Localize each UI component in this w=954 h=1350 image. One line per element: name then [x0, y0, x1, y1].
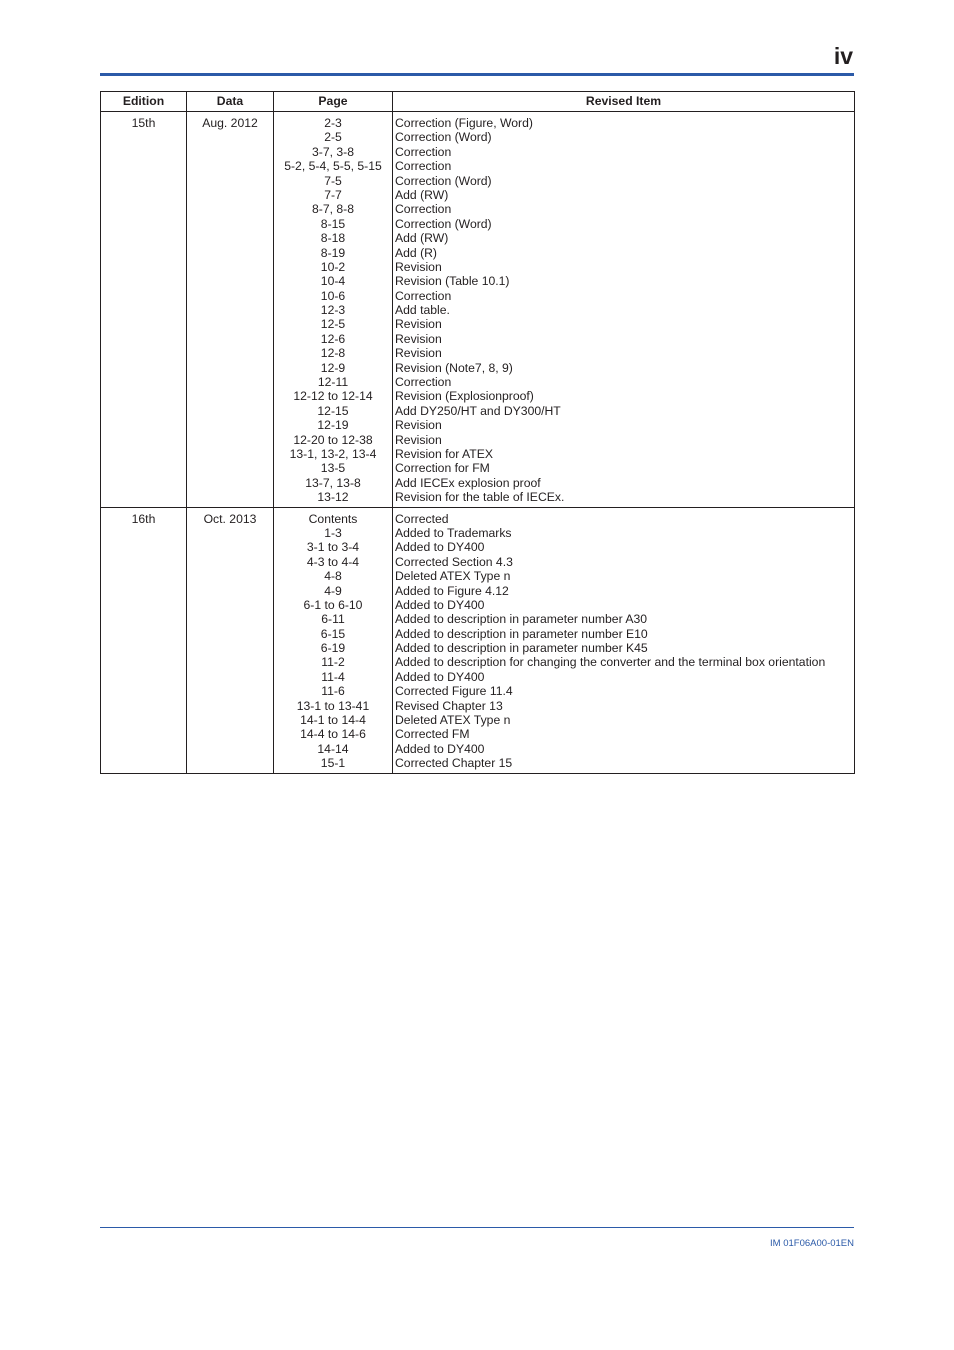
revised-item: Corrected FM: [395, 727, 470, 742]
page-ref: 4-3 to 4-4: [306, 554, 360, 569]
page-ref: 13-7, 13-8: [305, 475, 361, 490]
header-edition: Edition: [101, 92, 187, 112]
revised-item: Corrected Figure 11.4: [395, 684, 513, 699]
revised-item: Correction: [395, 202, 452, 217]
revised-item: Revision for the table of IECEx.: [395, 490, 565, 505]
page-ref: 10-2: [320, 259, 346, 274]
page-ref: 8-15: [320, 216, 346, 231]
revised-item: Revised Chapter 13: [395, 698, 503, 713]
table-row: [101, 507, 855, 773]
page-ref: 4-8: [324, 569, 342, 584]
revised-item: Revision: [395, 331, 442, 346]
page-ref: 4-9: [324, 583, 342, 598]
page-ref: 10-6: [320, 288, 346, 303]
footer-rule: [100, 1227, 854, 1228]
revised-item: Correction (Word): [395, 130, 492, 145]
page-ref: 13-1 to 13-41: [296, 698, 370, 713]
revised-item: Deleted ATEX Type n: [395, 569, 511, 584]
revised-item: Added to DY400: [395, 540, 485, 555]
header-revised-item: Revised Item: [393, 92, 855, 112]
revised-item: Revision: [395, 259, 442, 274]
page-number: iv: [833, 43, 853, 69]
revised-item: Correction: [395, 144, 452, 159]
revised-item: Correction: [395, 375, 452, 390]
revised-item: Correction for FM: [395, 461, 490, 476]
revised-item: Added to description for changing the converter and the terminal box orientation: [395, 655, 826, 670]
revised-item: Correction: [395, 288, 452, 303]
revised-item: Added to DY400: [395, 597, 485, 612]
revised-item: Deleted ATEX Type n: [395, 713, 511, 728]
revised-item: Add (RW): [395, 187, 449, 202]
page-ref: 12-15: [317, 403, 349, 418]
page-ref: 3-7, 3-8: [311, 144, 354, 159]
page-ref: 8-7, 8-8: [311, 202, 354, 217]
revised-item: Correction: [395, 159, 452, 174]
revised-item: Revision: [395, 432, 442, 447]
revised-item: Revision (Explosionproof): [395, 389, 534, 404]
revised-item: Revision: [395, 317, 442, 332]
page-ref: 10-4: [320, 274, 346, 289]
revised-item: Revision: [395, 418, 442, 433]
page-ref: 13-1, 13-2, 13-4: [289, 446, 377, 461]
table-row: [101, 112, 855, 508]
page-ref: 3-1 to 3-4: [306, 540, 360, 555]
page-ref: 14-4 to 14-6: [300, 727, 366, 742]
page-ref: 12-5: [320, 317, 346, 332]
page-ref: Contents: [308, 511, 358, 526]
revised-item: Corrected Section 4.3: [395, 554, 513, 569]
header-page: Page: [274, 92, 393, 112]
revised-item: Revision (Table 10.1): [395, 274, 510, 289]
revised-item: Add (R): [395, 245, 437, 260]
revised-item: Correction (Figure, Word): [395, 116, 533, 130]
page-ref: 13-5: [320, 461, 346, 476]
page-ref: 12-19: [317, 418, 349, 433]
revised-item: Added to Figure 4.12: [395, 583, 509, 598]
date-cell: Aug. 2012: [187, 112, 274, 508]
page-ref: 8-19: [320, 245, 346, 260]
page-ref: 14-1 to 14-4: [300, 713, 366, 728]
revised-item: Add table.: [395, 303, 450, 318]
revised-items-cell: [393, 507, 855, 773]
edition-cell: 16th: [101, 507, 187, 773]
page-ref: 11-6: [321, 684, 345, 699]
page-ref: 6-15: [320, 626, 346, 641]
page-ref: 15-1: [320, 756, 346, 771]
page-ref: 2-5: [324, 130, 342, 145]
table-header-row: [101, 92, 855, 112]
page-ref: 13-12: [317, 490, 349, 505]
revised-item: Add IECEx explosion proof: [395, 475, 541, 490]
page-ref: 12-9: [320, 360, 346, 375]
revised-item: Revision for ATEX: [395, 446, 493, 461]
page-ref: 12-6: [320, 331, 346, 346]
revised-item: Added to DY400: [395, 741, 485, 756]
page-ref: 12-12 to 12-14: [293, 389, 373, 404]
revised-item: Added to description in parameter number A30: [395, 612, 648, 627]
document-id: IM 01F06A00-01EN: [770, 1238, 854, 1249]
revised-item: Corrected Chapter 15: [395, 756, 513, 771]
revised-item: Corrected: [395, 511, 449, 526]
revised-item: Revision (Note7, 8, 9): [395, 360, 513, 375]
page-ref: 11-4: [321, 669, 345, 684]
revised-item: Added to description in parameter number K45: [395, 641, 648, 656]
revised-item: Added to description in parameter number E10: [395, 626, 648, 641]
pages-cell: [274, 507, 393, 773]
page-ref: 2-3: [324, 116, 342, 130]
page-ref: 11-2: [321, 655, 345, 670]
date-cell: Oct. 2013: [187, 507, 274, 773]
revised-item: Revision: [395, 346, 442, 361]
revision-table: [100, 91, 855, 774]
revised-item: Add DY250/HT and DY300/HT: [395, 403, 561, 418]
revised-items-cell: [393, 112, 855, 508]
revised-item: Correction (Word): [395, 216, 492, 231]
revised-item: Added to DY400: [395, 669, 485, 684]
page-ref: 7-7: [324, 187, 342, 202]
page-ref: 7-5: [324, 173, 342, 188]
revised-item: Add (RW): [395, 231, 449, 246]
header-date: Data: [187, 92, 274, 112]
page-ref: 6-1 to 6-10: [303, 597, 363, 612]
page-ref: 14-14: [317, 741, 349, 756]
page-ref: 1-3: [324, 525, 342, 540]
header-rule: [100, 73, 854, 76]
pages-cell: [274, 112, 393, 508]
page-ref: 5-2, 5-4, 5-5, 5-15: [284, 159, 382, 174]
page-ref: 12-3: [320, 303, 346, 318]
page-ref: 12-11: [317, 375, 349, 390]
page-ref: 6-11: [321, 612, 345, 627]
page-ref: 8-18: [320, 231, 346, 246]
edition-cell: 15th: [101, 112, 187, 508]
page-ref: 12-20 to 12-38: [293, 432, 373, 447]
revised-item: Correction (Word): [395, 173, 492, 188]
revised-item: Added to Trademarks: [395, 525, 512, 540]
page-ref: 12-8: [320, 346, 346, 361]
page-ref: 6-19: [320, 641, 346, 656]
